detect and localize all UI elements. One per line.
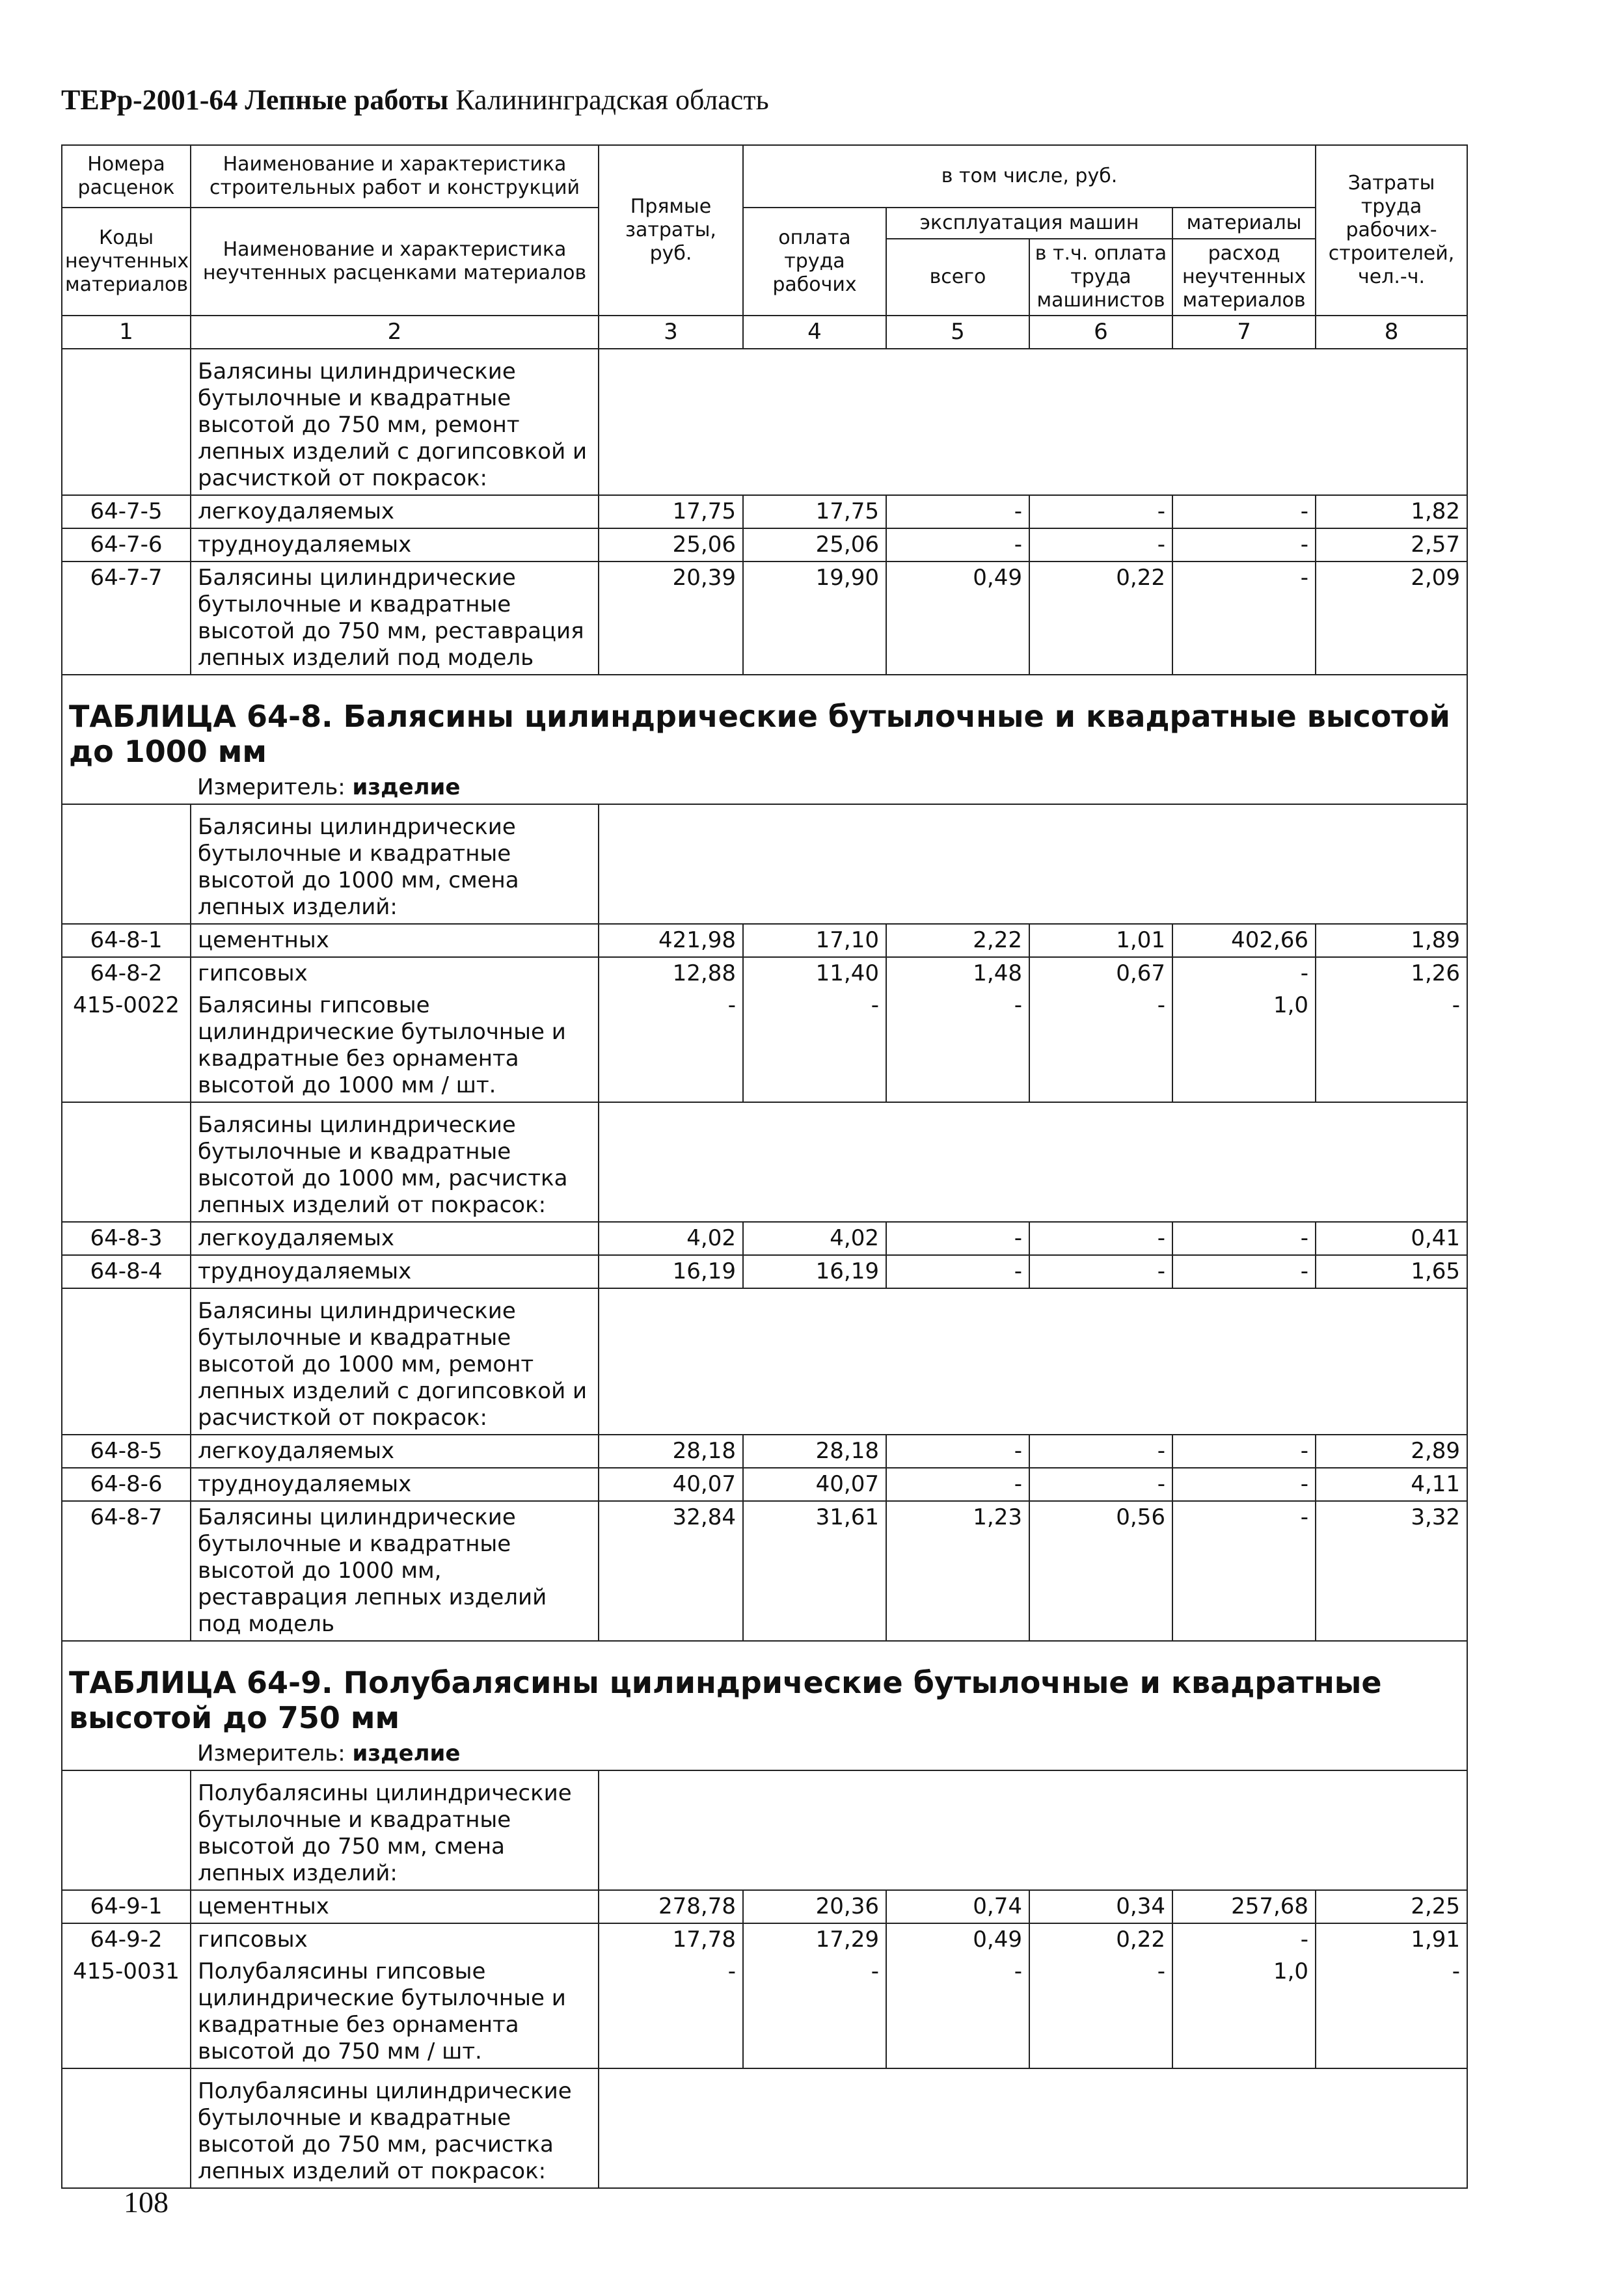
value-cell: - xyxy=(599,990,743,1102)
work-name: трудноудаляемых xyxy=(191,1255,599,1288)
value-cell: 2,22 xyxy=(886,924,1029,957)
value-cell: 17,75 xyxy=(743,495,886,528)
value-cell: 402,66 xyxy=(1172,924,1316,957)
col-number: 8 xyxy=(1316,316,1467,349)
table-row xyxy=(62,1468,1467,1501)
value-cell: - xyxy=(1172,1501,1316,1641)
value-cell: 421,98 xyxy=(599,924,743,957)
value-cell: - xyxy=(1172,562,1316,675)
col-header-machines: эксплуатация машин xyxy=(886,208,1172,239)
price-table xyxy=(61,144,1468,2189)
col-header-direct: Прямые затраты, руб. xyxy=(599,145,743,316)
table-row xyxy=(62,1222,1467,1255)
value-cell: 2,57 xyxy=(1316,528,1467,562)
rate-code: 64-7-6 xyxy=(62,528,191,562)
value-cell: 278,78 xyxy=(599,1890,743,1923)
value-cell: - xyxy=(743,1956,886,2068)
value-cell: 20,39 xyxy=(599,562,743,675)
col-number: 5 xyxy=(886,316,1029,349)
value-cell: 28,18 xyxy=(743,1435,886,1468)
value-cell: 16,19 xyxy=(743,1255,886,1288)
value-cell: 0,22 xyxy=(1029,1923,1172,1956)
rate-code: 64-9-2 xyxy=(62,1923,191,1956)
value-cell: - xyxy=(886,990,1029,1102)
value-cell: 32,84 xyxy=(599,1501,743,1641)
group-heading: Полубалясины цилиндрические бутылочные и квадратные высотой до 750 мм, смена лепных изделий: xyxy=(191,1770,599,1890)
value-cell: 4,02 xyxy=(599,1222,743,1255)
value-cell: 0,56 xyxy=(1029,1501,1172,1641)
value-cell: 257,68 xyxy=(1172,1890,1316,1923)
value-cell: 11,40 xyxy=(743,957,886,990)
value-cell: - xyxy=(1172,495,1316,528)
table-row xyxy=(62,924,1467,957)
value-cell: 1,89 xyxy=(1316,924,1467,957)
value-cell: 17,78 xyxy=(599,1923,743,1956)
value-cell: 1,26 xyxy=(1316,957,1467,990)
work-name: легкоудаляемых xyxy=(191,495,599,528)
title-region: Калининградская область xyxy=(455,84,769,116)
rate-code: 64-7-5 xyxy=(62,495,191,528)
table-row xyxy=(62,495,1467,528)
table-row xyxy=(62,528,1467,562)
work-name: трудноудаляемых xyxy=(191,528,599,562)
table-row xyxy=(62,1501,1467,1641)
rate-code: 64-8-6 xyxy=(62,1468,191,1501)
meter-64-8: Измеритель: изделие xyxy=(191,772,1467,804)
rate-code: 415-0022 xyxy=(62,990,191,1102)
value-cell: - xyxy=(886,1468,1029,1501)
value-cell: 1,48 xyxy=(886,957,1029,990)
value-cell: - xyxy=(886,528,1029,562)
value-cell: 0,49 xyxy=(886,562,1029,675)
rate-code: 64-7-7 xyxy=(62,562,191,675)
material-row xyxy=(62,990,1467,1102)
table-row xyxy=(62,1255,1467,1288)
value-cell: 17,10 xyxy=(743,924,886,957)
col-header-name-bottom: Наименование и характеристика неучтенных расценками материалов xyxy=(191,208,599,316)
value-cell: 0,41 xyxy=(1316,1222,1467,1255)
col-number: 2 xyxy=(191,316,599,349)
value-cell: - xyxy=(886,1255,1029,1288)
rate-code: 64-9-1 xyxy=(62,1890,191,1923)
work-name: гипсовых xyxy=(191,1923,599,1956)
meter-64-9: Измеритель: изделие xyxy=(191,1738,1467,1770)
value-cell: 40,07 xyxy=(599,1468,743,1501)
value-cell: 0,49 xyxy=(886,1923,1029,1956)
value-cell: - xyxy=(1029,1468,1172,1501)
value-cell: 0,22 xyxy=(1029,562,1172,675)
value-cell: - xyxy=(1172,528,1316,562)
value-cell: 31,61 xyxy=(743,1501,886,1641)
document-title xyxy=(61,83,769,116)
group-heading: Балясины цилиндрические бутылочные и квадратные высотой до 1000 мм, расчистка лепных изделий от покрасок: xyxy=(191,1102,599,1222)
table-row xyxy=(62,957,1467,990)
value-cell: 17,29 xyxy=(743,1923,886,1956)
col-header-labor-cost: Затраты труда рабочих-строителей, чел.-ч. xyxy=(1316,145,1467,316)
work-name: гипсовых xyxy=(191,957,599,990)
material-row xyxy=(62,1956,1467,2068)
value-cell: 1,23 xyxy=(886,1501,1029,1641)
value-cell: 4,02 xyxy=(743,1222,886,1255)
col-header-num-top: Номера расценок xyxy=(62,145,191,208)
col-header-materials: материалы xyxy=(1172,208,1316,239)
value-cell: 20,36 xyxy=(743,1890,886,1923)
table-row xyxy=(62,1890,1467,1923)
work-name: легкоудаляемых xyxy=(191,1435,599,1468)
title-code: ТЕРр-2001-64 Лепные работы xyxy=(61,84,449,116)
value-cell: - xyxy=(1029,528,1172,562)
value-cell: 40,07 xyxy=(743,1468,886,1501)
value-cell: - xyxy=(1029,1435,1172,1468)
table-row xyxy=(62,562,1467,675)
value-cell: - xyxy=(1029,1956,1172,2068)
value-cell: 25,06 xyxy=(599,528,743,562)
col-header-labor-pay: оплата труда рабочих xyxy=(743,208,886,316)
work-name: цементных xyxy=(191,1890,599,1923)
group-heading: Полубалясины цилиндрические бутылочные и квадратные высотой до 750 мм, расчистка лепных изделий от покрасок: xyxy=(191,2068,599,2188)
value-cell: - xyxy=(1316,1956,1467,2068)
work-name: цементных xyxy=(191,924,599,957)
value-cell: - xyxy=(1029,990,1172,1102)
value-cell: 2,25 xyxy=(1316,1890,1467,1923)
value-cell: 4,11 xyxy=(1316,1468,1467,1501)
rate-code: 415-0031 xyxy=(62,1956,191,2068)
table-row xyxy=(62,1923,1467,1956)
value-cell: - xyxy=(1029,1222,1172,1255)
value-cell: - xyxy=(1172,1222,1316,1255)
value-cell: 19,90 xyxy=(743,562,886,675)
value-cell: 1,82 xyxy=(1316,495,1467,528)
value-cell: - xyxy=(1316,990,1467,1102)
value-cell: 17,75 xyxy=(599,495,743,528)
rate-code: 64-8-7 xyxy=(62,1501,191,1641)
work-name: легкоудаляемых xyxy=(191,1222,599,1255)
value-cell: 1,91 xyxy=(1316,1923,1467,1956)
value-cell: - xyxy=(743,990,886,1102)
work-name: Балясины гипсовые цилиндрические бутылочные и квадратные без орнамента высотой до 1000 мм / шт. xyxy=(191,990,599,1102)
value-cell: - xyxy=(886,495,1029,528)
group-heading: Балясины цилиндрические бутылочные и квадратные высотой до 1000 мм, ремонт лепных изделий с догипсовкой и расчисткой от покрасок: xyxy=(191,1288,599,1435)
value-cell: 12,88 xyxy=(599,957,743,990)
col-header-incl: в том числе, руб. xyxy=(743,145,1316,208)
col-number: 1 xyxy=(62,316,191,349)
value-cell: 1,65 xyxy=(1316,1255,1467,1288)
rate-code: 64-8-3 xyxy=(62,1222,191,1255)
col-number: 7 xyxy=(1172,316,1316,349)
value-cell: 16,19 xyxy=(599,1255,743,1288)
value-cell: - xyxy=(599,1956,743,2068)
value-cell: - xyxy=(886,1222,1029,1255)
value-cell: 3,32 xyxy=(1316,1501,1467,1641)
col-header-num-bottom: Коды неучтенных материалов xyxy=(62,208,191,316)
rate-code: 64-8-5 xyxy=(62,1435,191,1468)
col-number: 3 xyxy=(599,316,743,349)
col-number: 6 xyxy=(1029,316,1172,349)
value-cell: - xyxy=(886,1435,1029,1468)
rate-code: 64-8-4 xyxy=(62,1255,191,1288)
value-cell: - xyxy=(1172,1255,1316,1288)
work-name: трудноудаляемых xyxy=(191,1468,599,1501)
value-cell: - xyxy=(1172,957,1316,990)
value-cell: - xyxy=(1172,1923,1316,1956)
group-heading: Балясины цилиндрические бутылочные и квадратные высотой до 750 мм, ремонт лепных изделий с догипсовкой и расчисткой от покрасок: xyxy=(191,349,599,495)
value-cell: - xyxy=(1029,495,1172,528)
value-cell: 25,06 xyxy=(743,528,886,562)
value-cell: - xyxy=(886,1956,1029,2068)
col-number: 4 xyxy=(743,316,886,349)
value-cell: 28,18 xyxy=(599,1435,743,1468)
table-caption-64-9: ТАБЛИЦА 64-9. Полубалясины цилиндрические бутылочные и квадратные высотой до 750 мм xyxy=(69,1665,1382,1735)
work-name: Балясины цилиндрические бутылочные и квадратные высотой до 750 мм, реставрация лепных изделий под модель xyxy=(191,562,599,675)
value-cell: 2,89 xyxy=(1316,1435,1467,1468)
value-cell: 1,01 xyxy=(1029,924,1172,957)
col-header-name-top: Наименование и характеристика строительных работ и конструкций xyxy=(191,145,599,208)
page-number: 108 xyxy=(124,2186,169,2219)
col-header-machines-total: всего xyxy=(886,239,1029,316)
work-name: Полубалясины гипсовые цилиндрические бутылочные и квадратные без орнамента высотой до 750 мм / шт. xyxy=(191,1956,599,2068)
col-header-materials-use: расход неучтенных материалов xyxy=(1172,239,1316,316)
value-cell: 1,0 xyxy=(1172,990,1316,1102)
table-row xyxy=(62,1435,1467,1468)
value-cell: - xyxy=(1029,1255,1172,1288)
value-cell: 0,67 xyxy=(1029,957,1172,990)
rate-code: 64-8-1 xyxy=(62,924,191,957)
value-cell: - xyxy=(1172,1435,1316,1468)
table-caption-64-8: ТАБЛИЦА 64-8. Балясины цилиндрические бутылочные и квадратные высотой до 1000 мм xyxy=(69,699,1450,769)
value-cell: - xyxy=(1172,1468,1316,1501)
group-heading: Балясины цилиндрические бутылочные и квадратные высотой до 1000 мм, смена лепных изделий: xyxy=(191,804,599,924)
col-header-machinists-pay: в т.ч. оплата труда машинистов xyxy=(1029,239,1172,316)
value-cell: 0,34 xyxy=(1029,1890,1172,1923)
value-cell: 2,09 xyxy=(1316,562,1467,675)
value-cell: 1,0 xyxy=(1172,1956,1316,2068)
work-name: Балясины цилиндрические бутылочные и квадратные высотой до 1000 мм, реставрация лепных изделий под модель xyxy=(191,1501,599,1641)
value-cell: 0,74 xyxy=(886,1890,1029,1923)
rate-code: 64-8-2 xyxy=(62,957,191,990)
